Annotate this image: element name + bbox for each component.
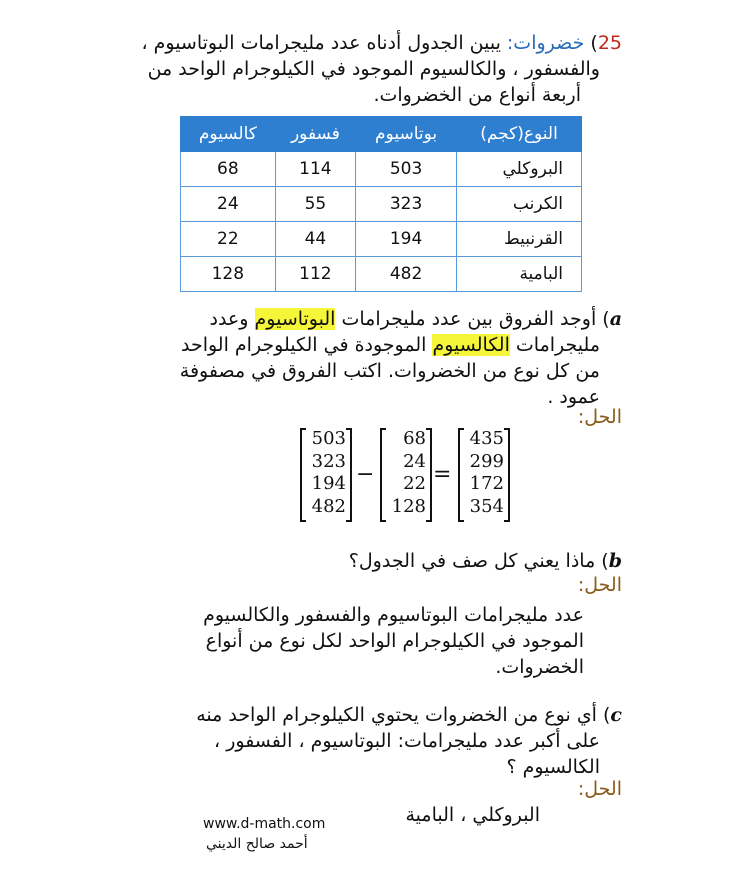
question-line-3: أربعة أنواع من الخضروات. xyxy=(373,84,581,106)
matrix-entry: 299 xyxy=(469,450,504,472)
part-a-text: الموجودة في الكيلوجرام الواحد xyxy=(180,334,433,356)
matrix-entry: 503 xyxy=(311,428,346,449)
matrix-entry: 68 xyxy=(403,428,426,449)
table-cell: البامية xyxy=(457,257,582,292)
part-a-letter: a xyxy=(609,308,622,330)
part-a-text: أوجد الفروق بين عدد مليجرامات xyxy=(335,308,597,330)
table-row xyxy=(181,257,582,292)
solution-label: الحل: xyxy=(577,778,622,800)
part-b-question: b) ماذا يعني كل صف في الجدول؟ xyxy=(348,550,622,572)
table-cell: 194 xyxy=(356,222,457,257)
part-b-answer-1: عدد مليجرامات البوتاسيوم والفسفور والكالسيوم xyxy=(203,604,584,626)
matrix-entry: 22 xyxy=(403,473,426,494)
matrix-calcium xyxy=(380,428,432,522)
matrix-entry: 24 xyxy=(403,450,426,472)
part-c-letter: c xyxy=(610,704,622,726)
part-b-letter: b xyxy=(608,550,622,572)
highlight-potassium: البوتاسيوم xyxy=(254,308,336,330)
table-cell: 482 xyxy=(356,257,457,292)
matrix-entry: 194 xyxy=(311,473,346,494)
part-b-answer-3: الخضروات. xyxy=(495,656,584,678)
part-b-text: ماذا يعني كل صف في الجدول؟ xyxy=(348,550,596,572)
table-cell: 44 xyxy=(275,222,355,257)
table-cell: 323 xyxy=(356,187,457,222)
table-header: بوتاسيوم xyxy=(356,117,457,152)
table-cell: 55 xyxy=(275,187,355,222)
matrix-difference xyxy=(458,428,510,522)
table-cell: القرنبيط xyxy=(457,222,582,257)
table-header: النوع(كجم) xyxy=(457,117,582,152)
question-text-1: يبين الجدول أدناه عدد مليجرامات البوتاسيوم ، xyxy=(141,32,507,54)
solution-label: الحل: xyxy=(577,406,622,428)
table-cell: 112 xyxy=(275,257,355,292)
table-cell: 503 xyxy=(356,152,457,187)
table-cell: 114 xyxy=(275,152,355,187)
matrix-potassium xyxy=(300,428,352,522)
table-header: فسفور xyxy=(275,117,355,152)
matrix-entry: 354 xyxy=(469,495,504,517)
question-topic: خضروات: xyxy=(506,32,585,54)
part-c-line-3: الكالسيوم ؟ xyxy=(506,756,600,778)
question-line-1: 25) خضروات: يبين الجدول أدناه عدد مليجرامات البوتاسيوم ، xyxy=(141,32,622,54)
table-header-row xyxy=(181,117,582,152)
part-a-line-4: عمود . xyxy=(547,386,600,408)
footer-website: www.d-math.com xyxy=(203,816,326,832)
solution-label: الحل: xyxy=(577,574,622,596)
part-c-line-2: على أكبر عدد مليجرامات: البوتاسيوم ، الفسفور ، xyxy=(214,730,600,752)
part-a-line-1: a) أوجد الفروق بين عدد مليجرامات البوتاسيوم وعدد xyxy=(209,308,622,330)
part-a-text: مليجرامات xyxy=(509,334,600,356)
question-number: 25 xyxy=(597,32,622,54)
matrix-entry: 435 xyxy=(469,428,504,449)
matrix-entry: 482 xyxy=(311,495,346,517)
matrix-entry: 128 xyxy=(391,495,426,517)
table-cell: 128 xyxy=(181,257,276,292)
part-a-line-2 xyxy=(40,332,600,358)
equals-sign: = xyxy=(433,462,452,487)
matrix-entry: 323 xyxy=(311,450,346,472)
part-b-answer-2: الموجود في الكيلوجرام الواحد لكل نوع من أنواع xyxy=(205,630,584,652)
part-c-line-1: c) أي نوع من الخضروات يحتوي الكيلوجرام الواحد منه xyxy=(196,704,622,726)
part-c-text: أي نوع من الخضروات يحتوي الكيلوجرام الواحد منه xyxy=(196,704,597,726)
table-cell: 22 xyxy=(181,222,276,257)
table-row xyxy=(181,222,582,257)
vegetable-table xyxy=(180,116,582,292)
part-c-answer: البروكلي ، البامية xyxy=(405,804,540,826)
table-row xyxy=(181,187,582,222)
question-line-2: والفسفور ، والكالسيوم الموجود في الكيلوجرام الواحد من xyxy=(147,58,600,80)
table-cell: 68 xyxy=(181,152,276,187)
table-cell: الكرنب xyxy=(457,187,582,222)
highlight-calcium: الكالسيوم xyxy=(432,334,510,356)
footer-author: أحمد صالح الديني xyxy=(206,836,308,852)
table-row xyxy=(181,152,582,187)
part-a-text: وعدد xyxy=(209,308,255,330)
table-cell: البروكلي xyxy=(457,152,582,187)
matrix-entry: 172 xyxy=(469,473,504,494)
table-header: كالسيوم xyxy=(181,117,276,152)
minus-sign: − xyxy=(356,462,375,487)
part-a-line-3: من كل نوع من الخضروات. اكتب الفروق في مصفوفة xyxy=(179,360,600,382)
table-cell: 24 xyxy=(181,187,276,222)
